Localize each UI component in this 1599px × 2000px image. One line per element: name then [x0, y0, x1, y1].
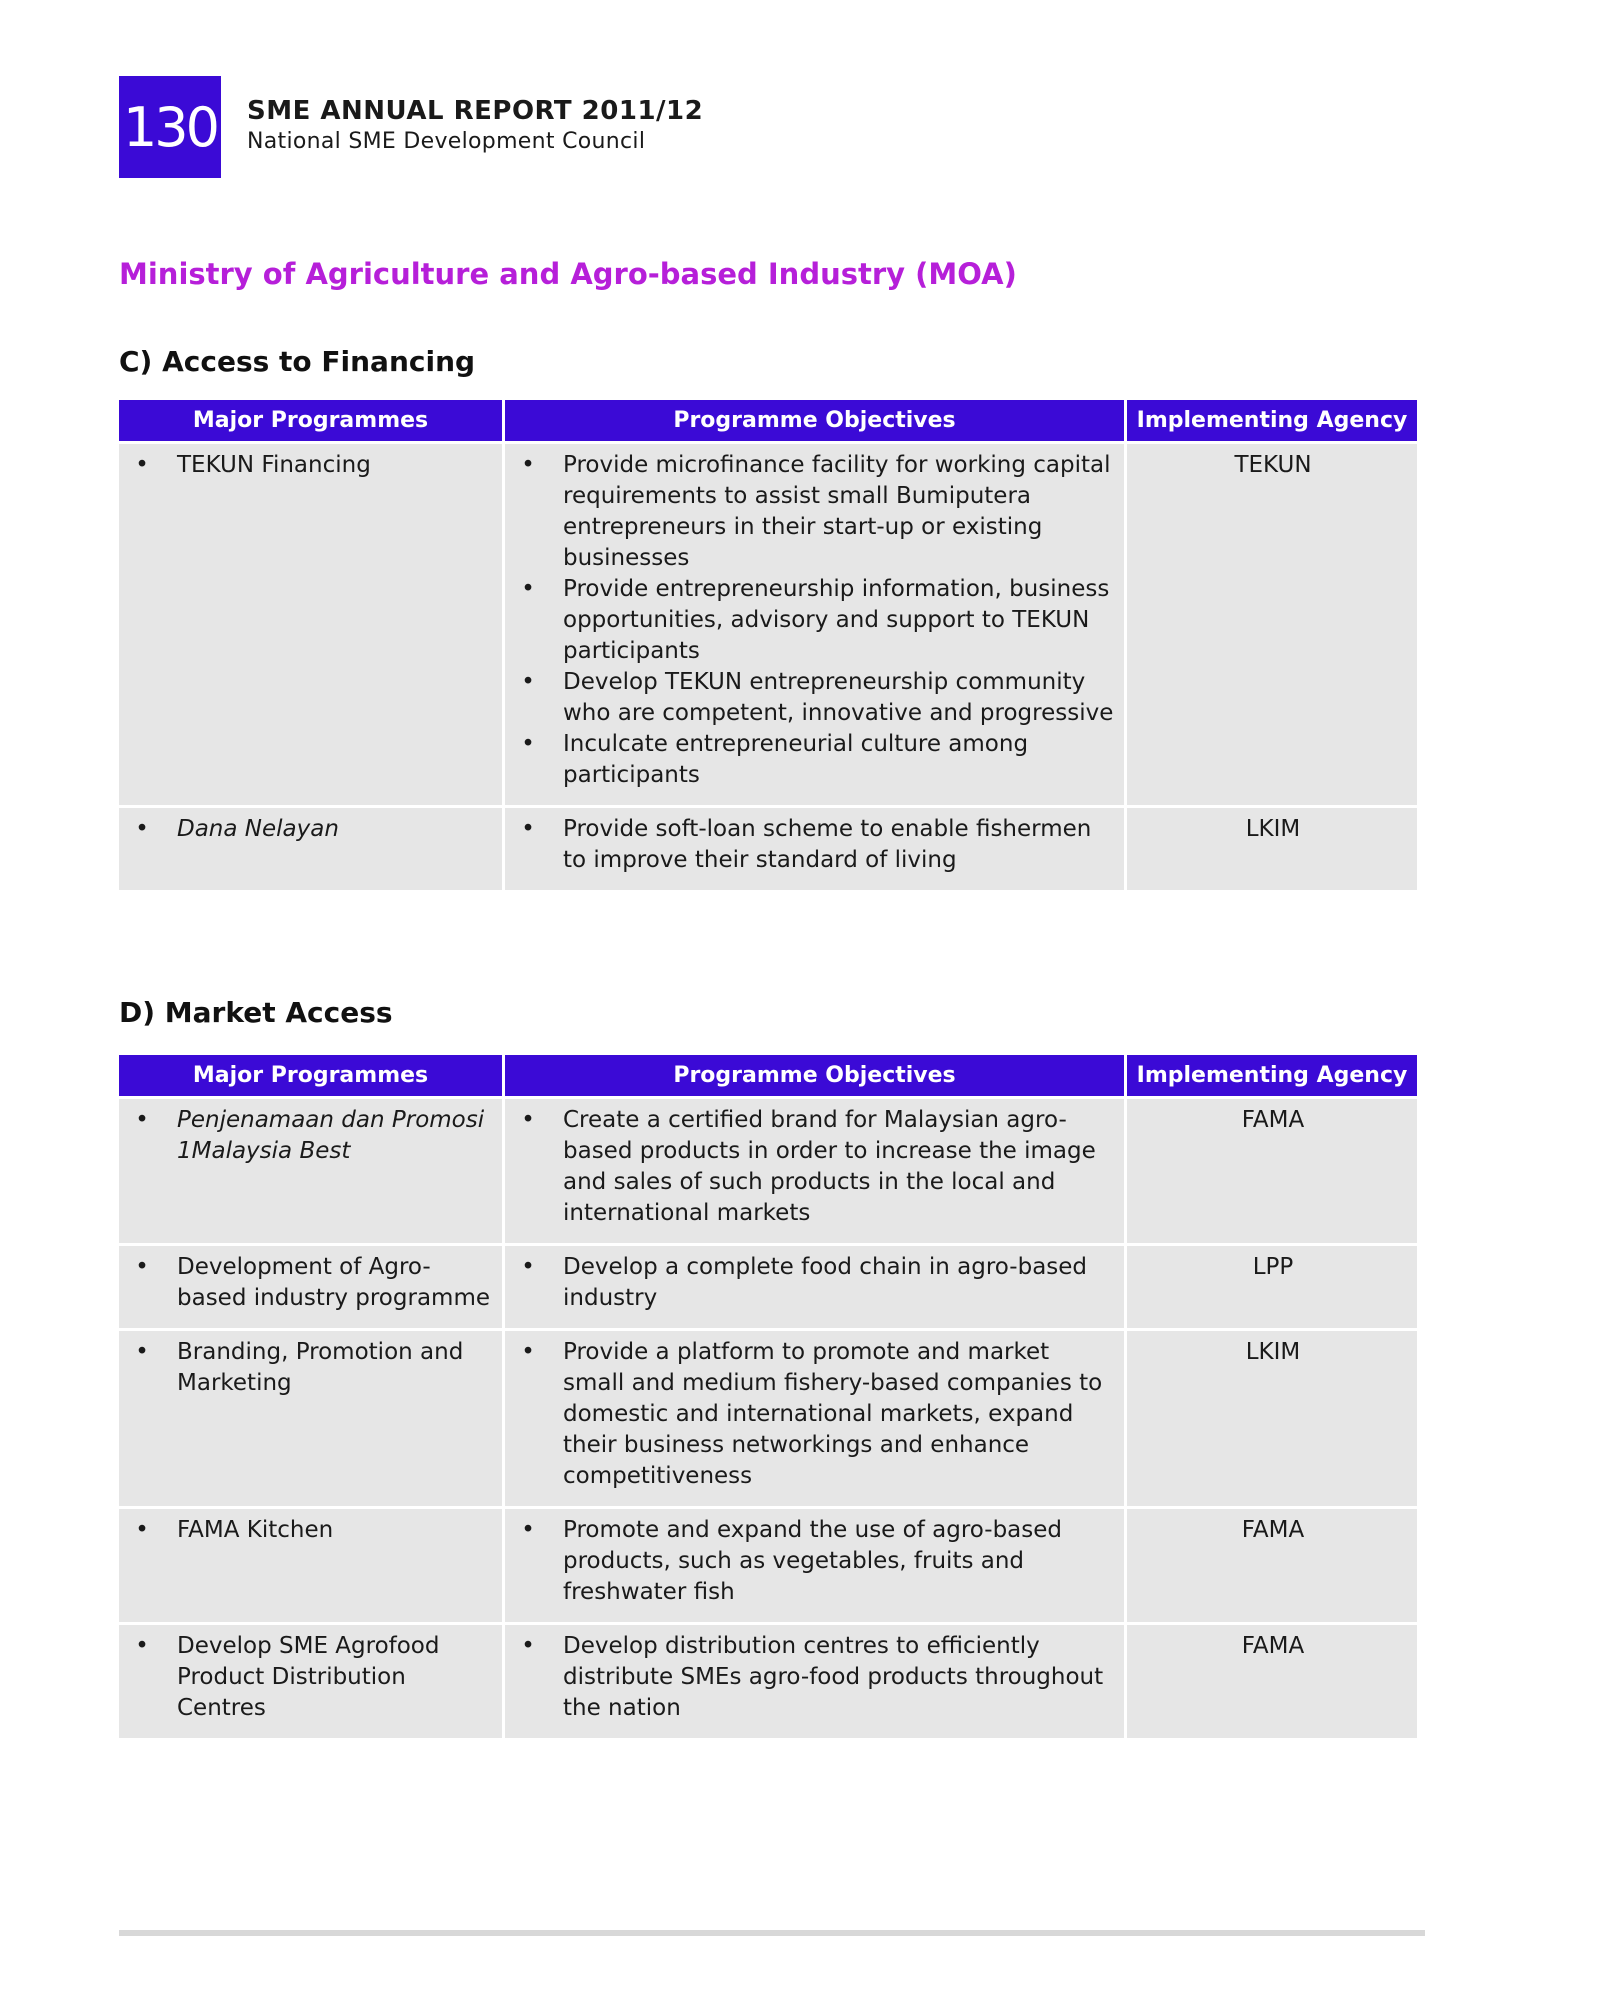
programme-item-text: FAMA Kitchen [177, 1517, 334, 1543]
column-header-objectives: Programme Objectives [505, 400, 1124, 441]
bullet-icon: • [521, 1517, 535, 1543]
column-header-programmes: Major Programmes [119, 400, 502, 441]
agency-cell: LKIM [1127, 1331, 1417, 1506]
bullet-icon: • [135, 1517, 149, 1543]
objective-item [515, 1252, 1116, 1314]
programme-cell [119, 444, 502, 805]
bullet-icon: • [521, 1254, 535, 1280]
programme-item-text: Develop SME Agrofood Product Distribution Centres [177, 1633, 440, 1721]
programme-cell [119, 1509, 502, 1622]
objective-item [515, 450, 1116, 574]
objective-item-text: Promote and expand the use of agro-based products, such as vegetables, fruits and freshwater fish [563, 1517, 1062, 1605]
objective-item-text: Develop TEKUN entrepreneurship community who are competent, innovative and progressive [563, 669, 1114, 726]
programme-item [129, 1337, 494, 1399]
bullet-icon: • [135, 816, 149, 842]
programme-list [129, 450, 494, 481]
agency-cell: FAMA [1127, 1509, 1417, 1622]
section-heading-market-access: D) Market Access [119, 996, 393, 1029]
programme-list [129, 1515, 494, 1546]
table-header-row [119, 400, 1417, 441]
objective-item [515, 1631, 1116, 1724]
bullet-icon: • [521, 1107, 535, 1133]
objective-item-text: Create a certified brand for Malaysian agro-based products in order to increase the image and sales of such products in the local and international markets [563, 1107, 1096, 1226]
agency-cell: FAMA [1127, 1625, 1417, 1738]
objectives-cell [505, 1246, 1124, 1328]
objective-item-text: Provide entrepreneurship information, business opportunities, advisory and support to TEKUN participants [563, 576, 1110, 664]
programme-list [129, 1337, 494, 1399]
bullet-icon: • [521, 669, 535, 695]
objectives-cell [505, 1331, 1124, 1506]
bullet-icon: • [521, 1633, 535, 1659]
agency-cell: LKIM [1127, 808, 1417, 890]
section-heading-financing: C) Access to Financing [119, 345, 476, 378]
objectives-cell [505, 1099, 1124, 1243]
objectives-cell [505, 444, 1124, 805]
objective-item-text: Develop distribution centres to efficiently distribute SMEs agro-food products throughout the nation [563, 1633, 1104, 1721]
market-access-programmes-table [116, 1052, 1420, 1741]
objective-item [515, 1337, 1116, 1492]
objectives-cell [505, 1509, 1124, 1622]
financing-programmes-table [116, 397, 1420, 893]
objectives-list [515, 1631, 1116, 1724]
objectives-list [515, 1337, 1116, 1492]
objectives-list [515, 1252, 1116, 1314]
objective-item-text: Develop a complete food chain in agro-based industry [563, 1254, 1088, 1311]
objective-item-text: Provide microfinance facility for working capital requirements to assist small Bumiputera entrepreneurs in their start-up or existing businesses [563, 452, 1111, 571]
objective-item [515, 667, 1116, 729]
bullet-icon: • [521, 1339, 535, 1365]
objectives-list [515, 1515, 1116, 1608]
report-title: SME ANNUAL REPORT 2011/12 [247, 96, 704, 126]
table-row [119, 1509, 1417, 1622]
table-row [119, 1331, 1417, 1506]
footer-divider [119, 1930, 1425, 1936]
programme-item [129, 1631, 494, 1724]
objective-item [515, 574, 1116, 667]
objectives-list [515, 450, 1116, 791]
bullet-icon: • [521, 452, 535, 478]
bullet-icon: • [521, 731, 535, 757]
objective-item-text: Provide soft-loan scheme to enable fishermen to improve their standard of living [563, 816, 1092, 873]
objectives-list [515, 1105, 1116, 1229]
programme-list [129, 1105, 494, 1167]
agency-cell: FAMA [1127, 1099, 1417, 1243]
objectives-cell [505, 808, 1124, 890]
programme-cell [119, 1331, 502, 1506]
bullet-icon: • [135, 1254, 149, 1280]
programme-item [129, 450, 494, 481]
programme-item [129, 1252, 494, 1314]
objectives-list [515, 814, 1116, 876]
programme-item [129, 814, 494, 845]
objective-item-text: Provide a platform to promote and market small and medium fishery-based companies to domestic and international markets, expand their business networkings and enhance competitiveness [563, 1339, 1103, 1489]
ministry-title: Ministry of Agriculture and Agro-based Industry (MOA) [119, 257, 1017, 291]
programme-list [129, 1252, 494, 1314]
objectives-cell [505, 1625, 1124, 1738]
table-row [119, 1246, 1417, 1328]
table-row [119, 808, 1417, 890]
programme-item-text: Development of Agro-based industry programme [177, 1254, 490, 1311]
programme-cell [119, 1099, 502, 1243]
bullet-icon: • [135, 1633, 149, 1659]
table-row [119, 1625, 1417, 1738]
column-header-objectives: Programme Objectives [505, 1055, 1124, 1096]
table-header-row [119, 1055, 1417, 1096]
programme-item [129, 1105, 494, 1167]
column-header-programmes: Major Programmes [119, 1055, 502, 1096]
agency-cell: TEKUN [1127, 444, 1417, 805]
objective-item-text: Inculcate entrepreneurial culture among participants [563, 731, 1029, 788]
programme-list [129, 814, 494, 845]
bullet-icon: • [135, 1107, 149, 1133]
bullet-icon: • [135, 452, 149, 478]
page-number-badge: 130 [119, 76, 221, 178]
bullet-icon: • [135, 1339, 149, 1365]
objective-item [515, 1105, 1116, 1229]
bullet-icon: • [521, 576, 535, 602]
table-row [119, 1099, 1417, 1243]
objective-item [515, 729, 1116, 791]
programme-cell [119, 808, 502, 890]
objective-item [515, 1515, 1116, 1608]
objective-item [515, 814, 1116, 876]
column-header-agency: Implementing Agency [1127, 400, 1417, 441]
programme-cell [119, 1625, 502, 1738]
report-subtitle: National SME Development Council [247, 129, 646, 154]
agency-cell: LPP [1127, 1246, 1417, 1328]
programme-item-text: Dana Nelayan [177, 816, 339, 842]
bullet-icon: • [521, 816, 535, 842]
column-header-agency: Implementing Agency [1127, 1055, 1417, 1096]
programme-cell [119, 1246, 502, 1328]
programme-item-text: Penjenamaan dan Promosi 1Malaysia Best [177, 1107, 485, 1164]
programme-item-text: TEKUN Financing [177, 452, 371, 478]
programme-list [129, 1631, 494, 1724]
table-row [119, 444, 1417, 805]
programme-item-text: Branding, Promotion and Marketing [177, 1339, 464, 1396]
programme-item [129, 1515, 494, 1546]
